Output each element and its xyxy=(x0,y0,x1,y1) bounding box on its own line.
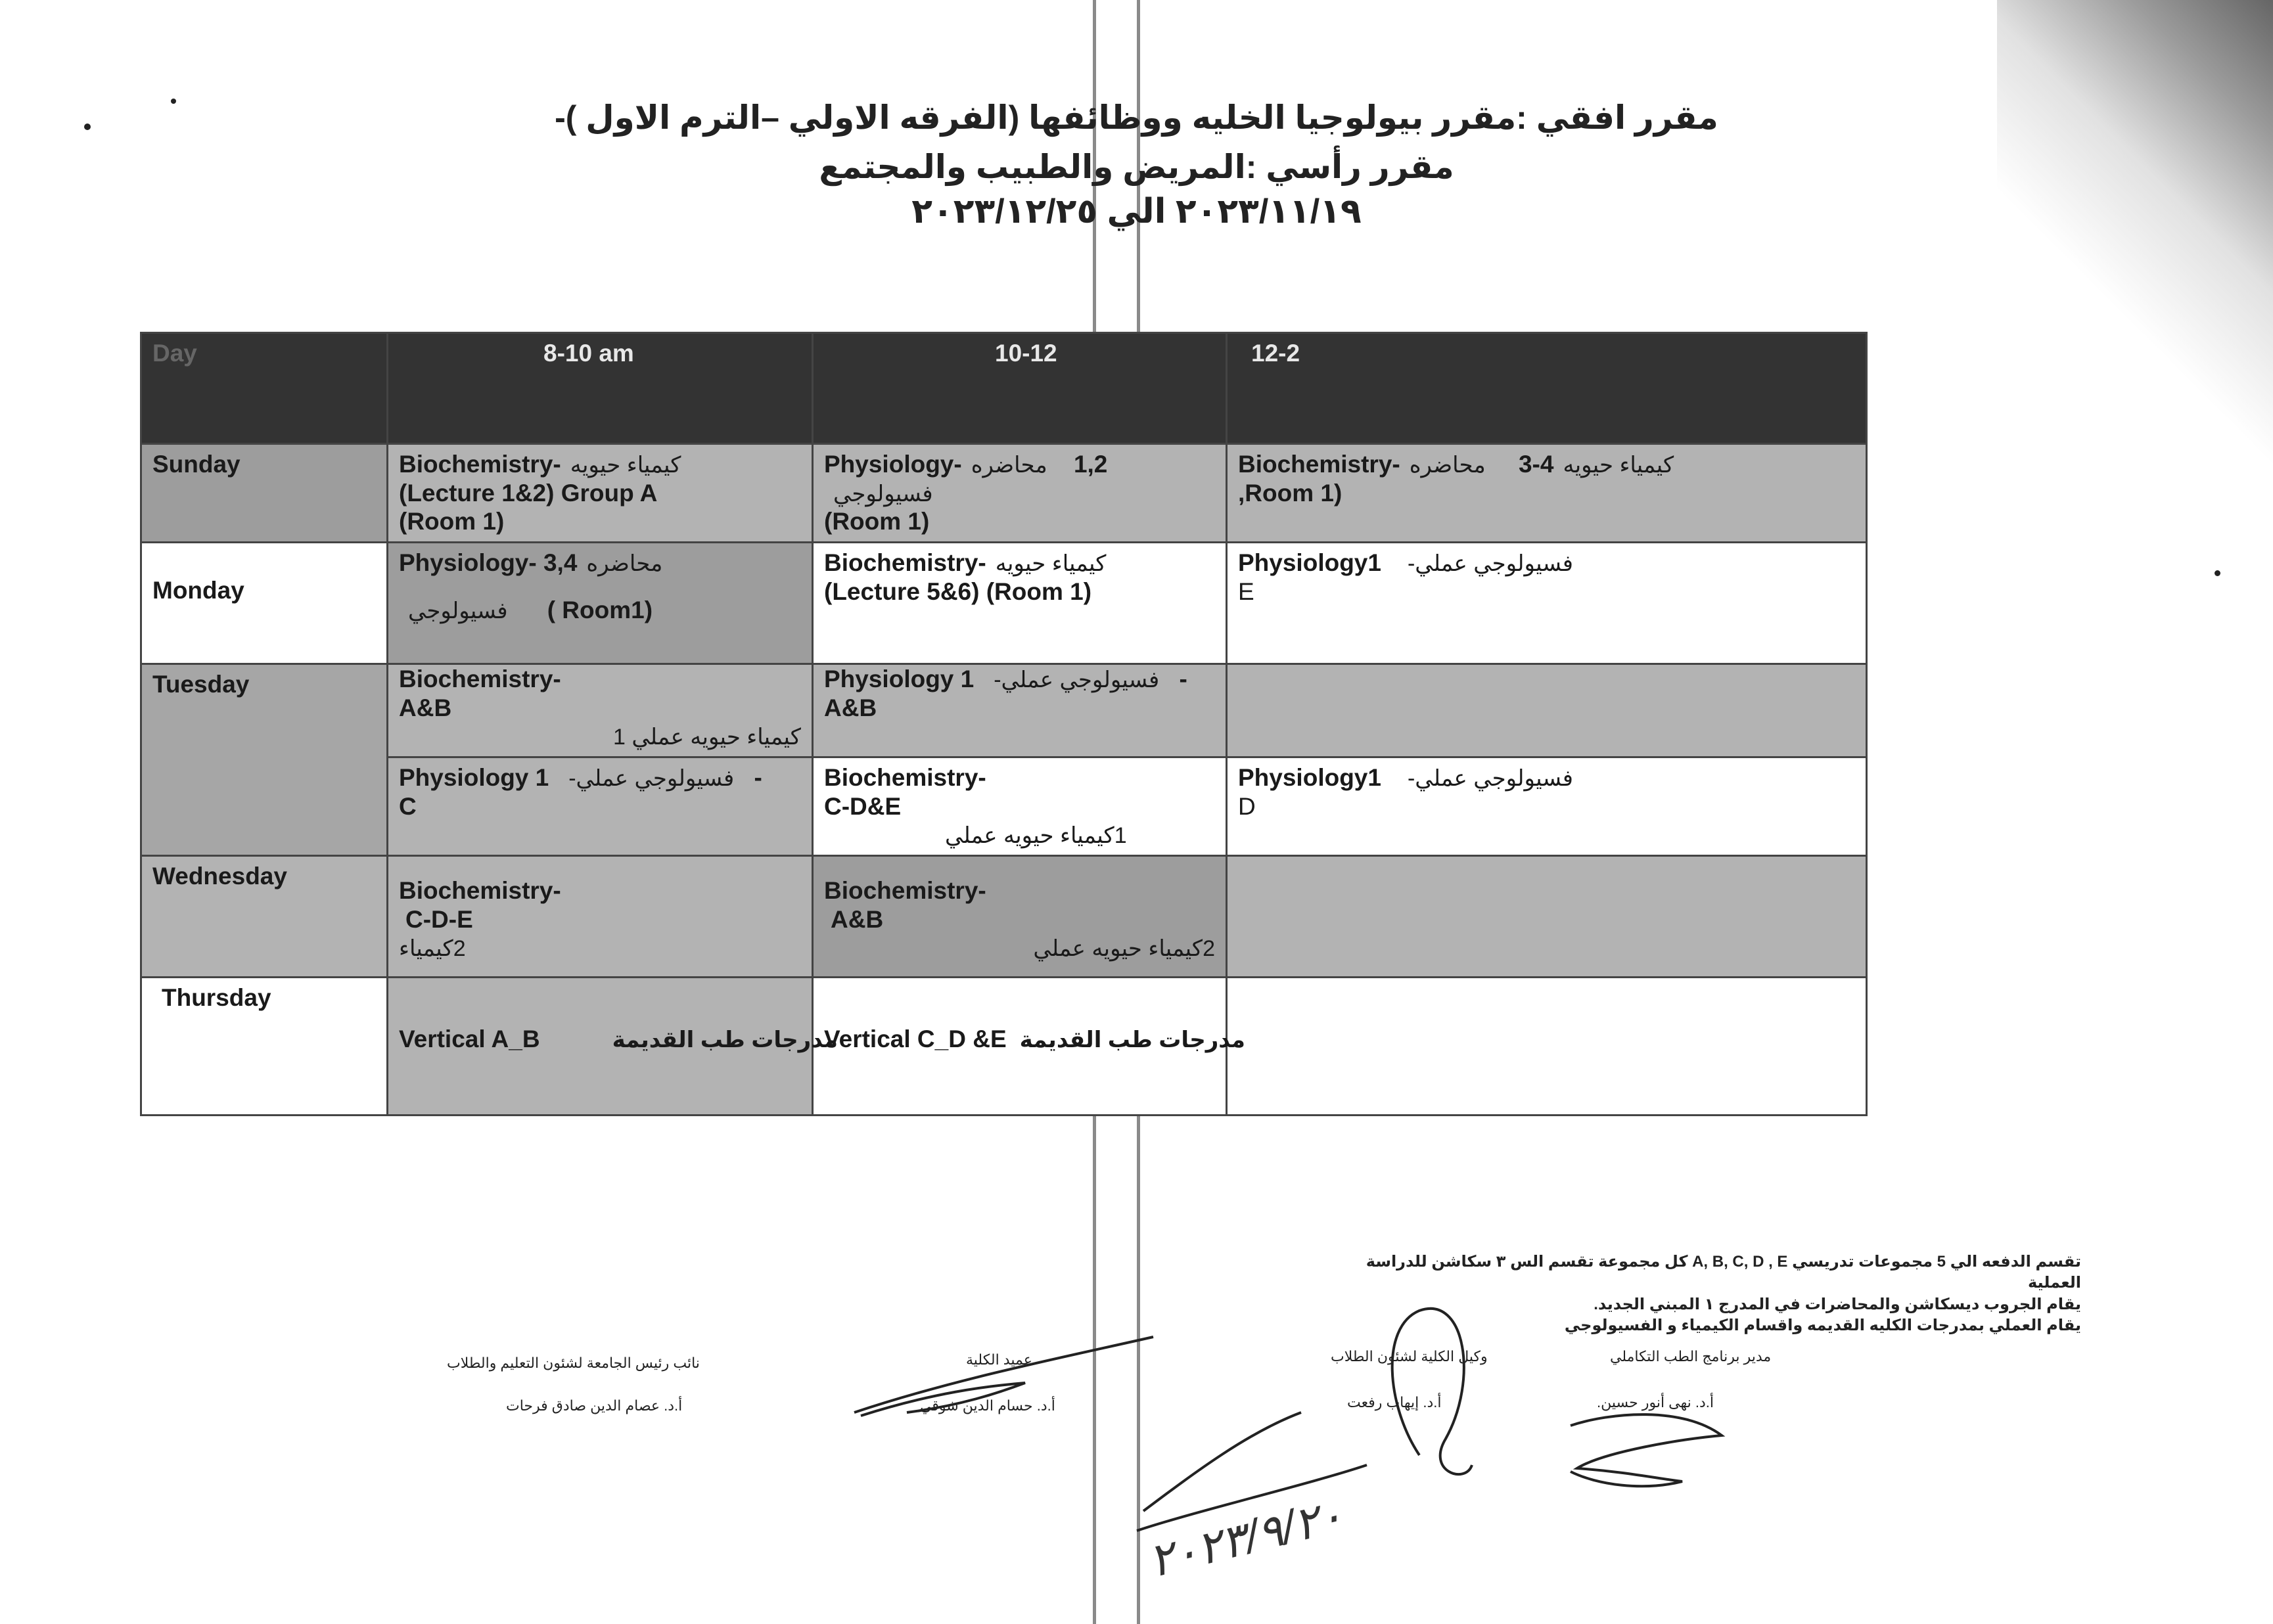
vertical-course-title: مقرر رأسي :المريض والطبيب والمجتمع xyxy=(819,148,1454,185)
day-thursday: Thursday xyxy=(141,977,388,1115)
signature-title-dean: عميد الكلية xyxy=(966,1351,1032,1368)
cell-monday-3: Physiology1 فسيولوجي عملي- E xyxy=(1227,542,1867,664)
note-line: يقام الجروب ديسكاشن والمحاضرات في المدرج ١ المبني الجديد. xyxy=(1594,1295,2081,1313)
signature-name-dean: أ.د. حسام الدين شوقي xyxy=(920,1397,1055,1414)
cell-sunday-1: Biochemistry- كيمياء حيويه (Lecture 1&2) Group A (Room 1) xyxy=(388,444,813,543)
cell-tuesday-2b: Biochemistry- C-D&E 1كيمياء حيويه عملي xyxy=(813,757,1227,855)
signature-title-vice-president: نائب رئيس الجامعة لشئون التعليم والطلاب xyxy=(447,1355,700,1371)
cell-wednesday-2: Biochemistry- A&B 2كيمياء حيويه عملي xyxy=(813,855,1227,977)
cell-tuesday-1b: Physiology 1 فسيولوجي عملي- - C xyxy=(388,757,813,855)
signature-name-vice-dean: أ.د. إيهاب رفعت xyxy=(1347,1394,1442,1410)
day-sunday: Sunday xyxy=(141,444,388,543)
date-range: ٢٠٢٣/١١/١٩ الي ٢٠٢٣/١٢/٢٥ xyxy=(911,192,1362,231)
cell-wednesday-1: Biochemistry- C-D-E 2كيمياء xyxy=(388,855,813,977)
cell-tuesday-3b: Physiology1 فسيولوجي عملي- D xyxy=(1227,757,1867,855)
day-wednesday: Wednesday xyxy=(141,855,388,977)
day-tuesday: Tuesday xyxy=(141,664,388,855)
cell-thursday-2: Vertical C_D &E مدرجات طب القديمة xyxy=(813,977,1227,1115)
cell-monday-2: Biochemistry- كيمياء حيويه (Lecture 5&6) (Room 1) xyxy=(813,542,1227,664)
cell-sunday-3: Biochemistry- محاضره 3-4 كيمياء حيويه ,Room 1) xyxy=(1227,444,1867,543)
cell-tuesday-2a: Physiology 1 فسيولوجي عملي- - A&B xyxy=(813,664,1227,757)
signature-title-vice-dean: وكيل الكلية لشئون الطلاب xyxy=(1331,1348,1488,1365)
header-slot-2: 10-12 xyxy=(813,333,1227,444)
cell-tuesday-1a: Biochemistry- A&B كيمياء حيويه عملي 1 xyxy=(388,664,813,757)
header-day: Day xyxy=(141,333,388,444)
day-monday: Monday xyxy=(141,542,388,664)
signature-name-vice-president: أ.د. عصام الدين صادق فرحات xyxy=(506,1397,683,1414)
cell-monday-1: Physiology- 3,4 محاضره فسيولوجي ( Room1) xyxy=(388,542,813,664)
header-slot-1: 8-10 am xyxy=(388,333,813,444)
note-line: تقسم الدفعه الي 5 مجموعات تدريسي A, B, C, D , E كل مجموعة تقسم الس ٣ سكاشن للدراسة العملية xyxy=(1366,1253,2081,1292)
signature-title-program-director: مدير برنامج الطب التكاملي xyxy=(1610,1348,1772,1365)
note-line: يقام العملي بمدرجات الكليه القديمه واقسام الكيمياء و الفسيولوجي xyxy=(1564,1317,2081,1335)
signature-name-program-director: أ.د. نهى أنور حسين. xyxy=(1597,1394,1714,1410)
cell-thursday-1: Vertical A_B مدرجات طب القديمة xyxy=(388,977,813,1115)
cell-sunday-2: Physiology- محاضره 1,2 فسيولوجي (Room 1) xyxy=(813,444,1227,543)
header-slot-3: 12-2 xyxy=(1227,333,1867,444)
handwritten-date: ٢٠٢٣/٩/٢٠ xyxy=(1143,1489,1349,1587)
course-title: مقرر افقي :مقرر بيولوجيا الخليه ووظائفها (الفرقه الاولي –الترم الاول )- xyxy=(555,99,1718,136)
